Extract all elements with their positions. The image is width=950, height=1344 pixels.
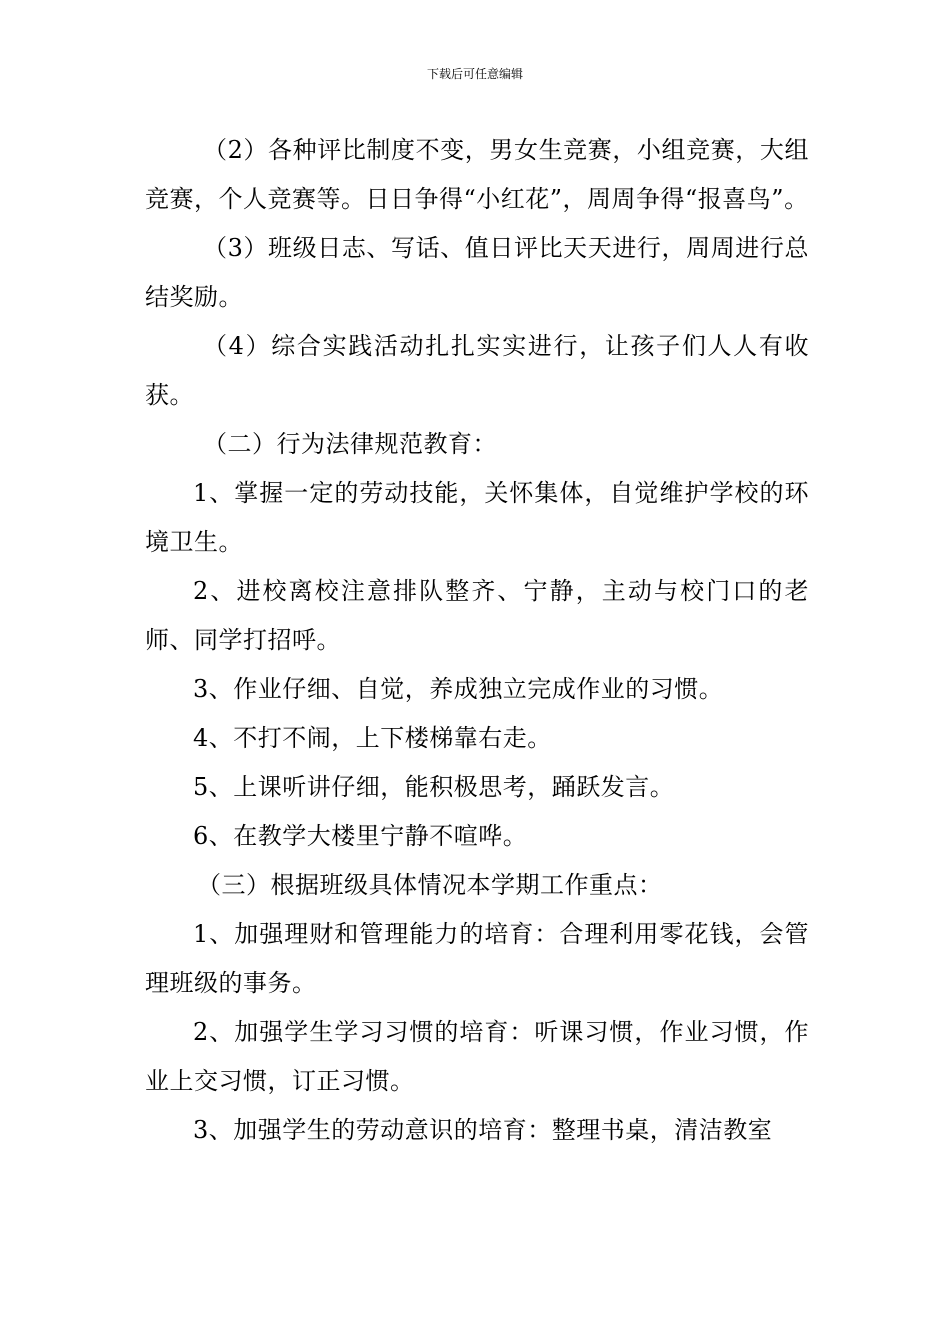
- list-item-labor-skills: 1、掌握一定的劳动技能，关怀集体，自觉维护学校的环境卫生。: [145, 479, 809, 556]
- list-item-queue: 2、进校离校注意排队整齐、宁静，主动与校门口的老师、同学打招呼。: [145, 577, 809, 654]
- list-item-stairs: 4、不打不闹，上下楼梯靠右走。: [193, 724, 552, 752]
- list-item-study-habits: 2、加强学生学习习惯的培育：听课习惯，作业习惯，作业上交习惯，订正习惯。: [145, 1018, 809, 1095]
- list-item-finance: 1、加强理财和管理能力的培育：合理利用零花钱，会管理班级的事务。: [145, 920, 809, 997]
- paragraph-evaluation-system: （2）各种评比制度不变，男女生竞赛，小组竞赛，大组竞赛，个人竞赛等。日日争得“小红花”，周周争得“报喜鸟”。: [145, 136, 809, 213]
- page-header: 下载后可任意编辑: [426, 67, 523, 81]
- section-heading-behavior: （二）行为法律规范教育：: [203, 430, 497, 458]
- paragraph-class-log: （3）班级日志、写话、值日评比天天进行，周周进行总结奖励。: [145, 234, 809, 311]
- section-heading-focus: （三）根据班级具体情况本学期工作重点：: [197, 871, 663, 899]
- document-body: [145, 126, 809, 1155]
- list-item-quiet: 6、在教学大楼里宁静不喧哗。: [193, 822, 528, 850]
- paragraph-practice-activity: （4）综合实践活动扎扎实实进行，让孩子们人人有收获。: [145, 332, 809, 409]
- list-item-labor-awareness: 3、加强学生的劳动意识的培育：整理书桌，清洁教室: [193, 1116, 773, 1144]
- list-item-homework: 3、作业仔细、自觉，养成独立完成作业的习惯。: [193, 675, 724, 703]
- list-item-listening: 5、上课听讲仔细，能积极思考，踊跃发言。: [193, 773, 675, 801]
